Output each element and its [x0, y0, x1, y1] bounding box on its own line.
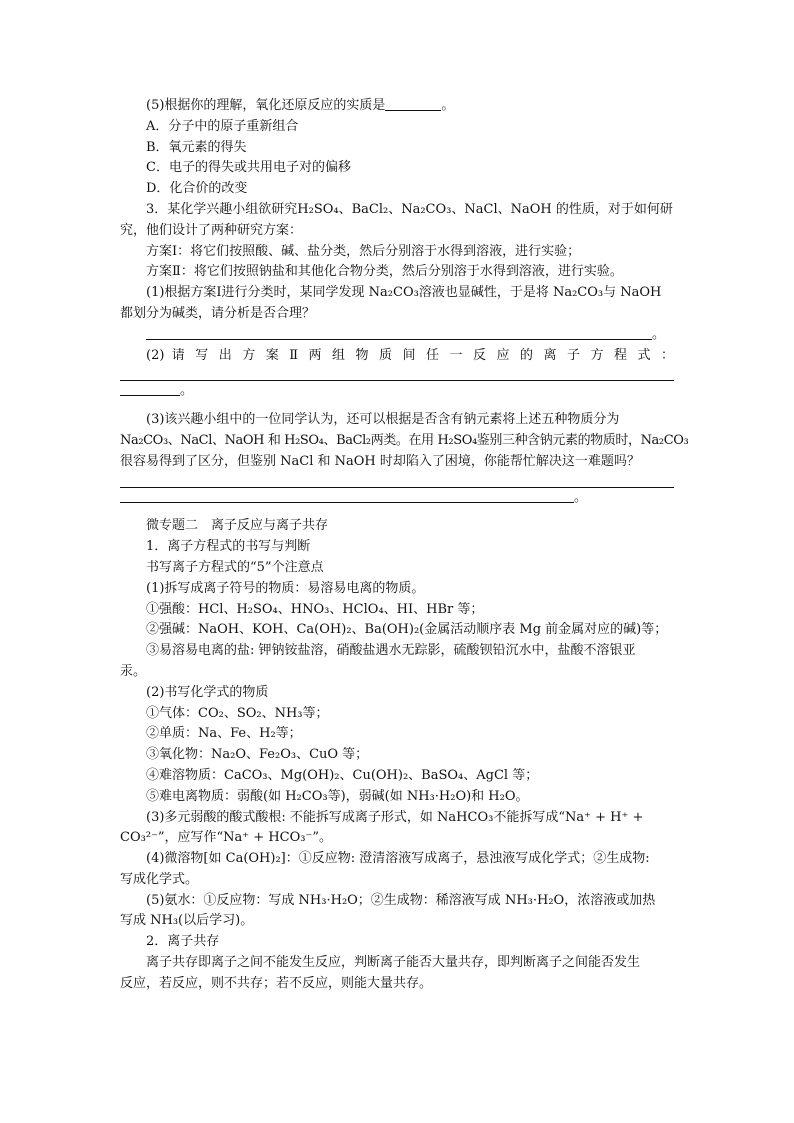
note-2-e: ⑤难电离物质：弱酸(如 H₂CO₃等)，弱碱(如 NH₃·H₂O)和 H₂O。 — [146, 788, 529, 804]
note-1-c-cont: 汞。 — [120, 663, 147, 679]
sub-question-1: (1)根据方案Ⅰ进行分类时，某同学发现 Na₂CO₃溶液也显碱性，于是将 Na₂CO₃与 NaOH — [146, 285, 662, 301]
sub-question-3-cont2: 很容易得到了区分，但鉴别 NaCl 和 NaOH 时却陷入了困境，你能帮忙解决这一难题吗？ — [120, 453, 640, 469]
note-2-b: ②单质：Na、Fe、H₂等； — [146, 726, 302, 742]
note-2-d: ④难溶物质：CaCO₃、Mg(OH)₂、Cu(OH)₂、BaSO₄、AgCl 等； — [146, 767, 539, 783]
note-3: (3)多元弱酸的酸式酸根: 不能拆写成离子形式，如 NaHCO₃不能拆写成“Na⁺ + H⁺ + — [146, 809, 644, 825]
plan-2: 方案Ⅱ：将它们按照钠盐和其他化合物分类，然后分别溶于水得到溶液，进行实验。 — [146, 264, 623, 280]
answer-blank — [385, 96, 441, 111]
section-2-title: 2．离子共存 — [146, 934, 220, 950]
sub-question-1-cont: 都划分为碱类，请分析是否合理？ — [120, 305, 316, 321]
note-1-b: ②强碱：NaOH、KOH、Ca(OH)₂、Ba(OH)₂(金属活动顺序表 Mg 前金属对应的碱)等； — [146, 622, 668, 638]
option-b: B．氧元素的得失 — [146, 139, 247, 155]
answer-line-3-cont: 。 — [120, 488, 674, 509]
note-1-a: ①强酸：HCl、H₂SO₄、HNO₃、HClO₄、HI、HBr 等； — [146, 601, 484, 617]
note-5-cont: 写成 NH₃(以后学习)。 — [120, 913, 254, 929]
option-c: C．电子的得失或共用电子对的偏移 — [146, 160, 351, 176]
answer-line-3 — [120, 473, 674, 488]
question-3-intro-cont: 究，他们设计了两种研究方案： — [120, 222, 303, 238]
question-5-stem: (5)根据你的理解，氧化还原反应的实质是 。 — [146, 98, 455, 113]
note-4-cont: 写成化学式。 — [120, 871, 199, 887]
plan-1: 方案Ⅰ：将它们按照酸、碱、盐分类，然后分别溶于水得到溶液，进行实验； — [146, 243, 581, 259]
note-3-cont: CO₃²⁻”，应写作“Na⁺ + HCO₃⁻”。 — [120, 830, 332, 846]
sub-question-3: (3)该兴趣小组中的一位同学认为，还可以根据是否含有钠元素将上述五种物质分为 — [146, 412, 620, 428]
section-2-text-cont: 反应，若反应，则不共存；若不反应，则能大量共存。 — [120, 975, 433, 991]
note-1: (1)拆写成离子符号的物质：易溶易电离的物质。 — [146, 580, 425, 596]
note-1-c: ③易溶易电离的盐: 钾钠铵盐溶，硝酸盐遇水无踪影，硫酸钡铅沉水中，盐酸不溶银亚 — [146, 643, 636, 659]
section-1-title: 1．离子方程式的书写与判断 — [146, 539, 311, 555]
note-2-a: ①气体：CO₂、SO₂、NH₃等； — [146, 705, 329, 721]
answer-line-2 — [120, 366, 674, 381]
note-2: (2)书写化学式的物质 — [146, 684, 269, 700]
sub-question-2: (2) 请 写 出 方 案 Ⅱ 两 组 物 质 间 任 一 反 应 的 离 子 方 程 式 ： — [146, 347, 674, 363]
answer-line-1: 。 — [146, 325, 674, 346]
note-4: (4)微溶物[如 Ca(OH)₂]：①反应物: 澄清溶液写成离子，悬浊液写成化学式；②生成物: — [146, 851, 650, 867]
section-2-text: 离子共存即离子之间不能发生反应，判断离子能否大量共存，即判断离子之间能否发生 — [146, 955, 641, 971]
note-5: (5)氨水：①反应物：写成 NH₃·H₂O；②生成物：稀溶液写成 NH₃·H₂O，浓溶液或加热 — [146, 892, 656, 908]
question-3-intro: 3．某化学兴趣小组欲研究H₂SO₄、BaCl₂、Na₂CO₃、NaCl、NaOH 的性质，对于如何研 — [146, 201, 673, 217]
option-d: D．化合价的改变 — [146, 181, 248, 197]
answer-line-2-cont: 。 — [120, 381, 674, 402]
section-1-intro: 书写离子方程式的“5”个注意点 — [146, 559, 324, 575]
sub-question-3-cont: Na₂CO₃、NaCl、NaOH 和 H₂SO₄、BaCl₂两类。在用 H₂SO₄鉴别三种含钠元素的物质时，Na₂CO₃ — [120, 432, 689, 448]
note-2-c: ③氧化物：Na₂O、Fe₂O₃、CuO 等； — [146, 747, 369, 763]
topic-title: 微专题二 离子反应与离子共存 — [146, 518, 329, 534]
document-page — [120, 96, 689, 995]
option-a: A．分子中的原子重新组合 — [146, 118, 299, 134]
